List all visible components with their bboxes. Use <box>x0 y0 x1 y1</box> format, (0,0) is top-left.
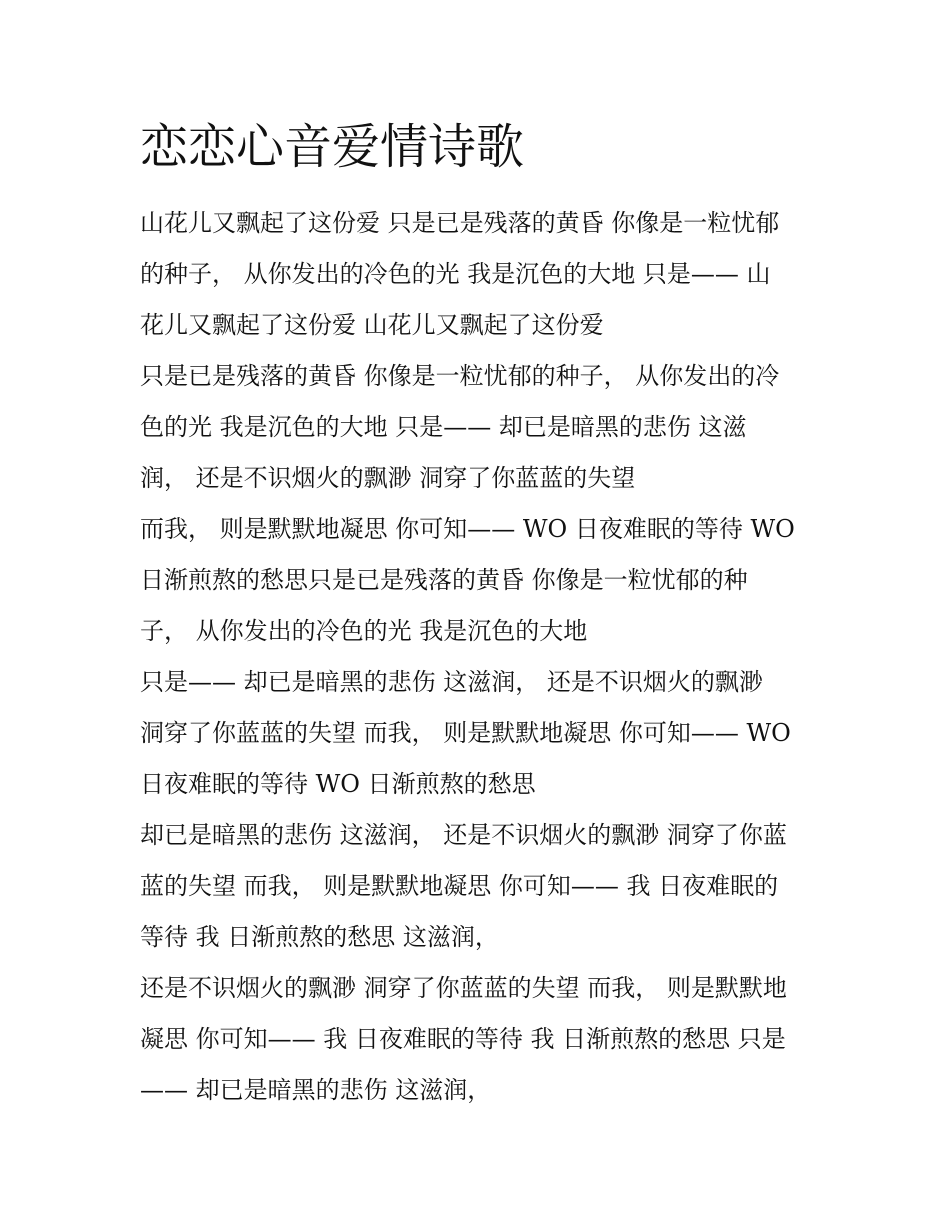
body-line-6: 润， 还是不识烟火的飘渺 洞穿了你蓝蓝的失望 <box>140 464 636 492</box>
body-line-3: 花儿又飘起了这份爱 山花儿又飘起了这份爱 <box>140 311 604 339</box>
body-line-9: 子， 从你发出的冷色的光 我是沉色的大地 <box>140 617 588 645</box>
body-line-10: 只是—— 却已是暗黑的悲伤 这滋润， 还是不识烟火的飘渺 <box>140 668 763 696</box>
body-line-15: 等待 我 日渐煎熬的愁思 这滋润， <box>140 923 499 951</box>
document-body <box>140 200 820 1118</box>
body-line-5: 色的光 我是沉色的大地 只是—— 却已是暗黑的悲伤 这滋 <box>140 413 747 441</box>
body-line-2: 的种子， 从你发出的冷色的光 我是沉色的大地 只是—— 山 <box>140 260 771 288</box>
body-line-18: —— 却已是暗黑的悲伤 这滋润， <box>140 1076 492 1104</box>
body-line-13: 却已是暗黑的悲伤 这滋润， 还是不识烟火的飘渺 洞穿了你蓝 <box>140 821 787 849</box>
body-line-12: 日夜难眠的等待 WO 日渐煎熬的愁思 <box>140 770 536 798</box>
body-line-11: 洞穿了你蓝蓝的失望 而我， 则是默默地凝思 你可知—— WO <box>140 719 791 747</box>
body-line-4: 只是已是残落的黄昏 你像是一粒忧郁的种子， 从你发出的冷 <box>140 362 780 390</box>
body-line-16: 还是不识烟火的飘渺 洞穿了你蓝蓝的失望 而我， 则是默默地 <box>140 974 787 1002</box>
document-title: 恋恋心音爱情诗歌 <box>140 119 525 175</box>
body-line-8: 日渐煎熬的愁思只是已是残落的黄昏 你像是一粒忧郁的种 <box>140 566 748 594</box>
body-line-17: 凝思 你可知—— 我 日夜难眠的等待 我 日渐煎熬的愁思 只是 <box>140 1025 786 1053</box>
body-line-7: 而我， 则是默默地凝思 你可知—— WO 日夜难眠的等待 WO <box>140 515 795 543</box>
body-line-1: 山花儿又飘起了这份爱 只是已是残落的黄昏 你像是一粒忧郁 <box>140 209 780 237</box>
body-line-14: 蓝的失望 而我， 则是默默地凝思 你可知—— 我 日夜难眠的 <box>140 872 779 900</box>
